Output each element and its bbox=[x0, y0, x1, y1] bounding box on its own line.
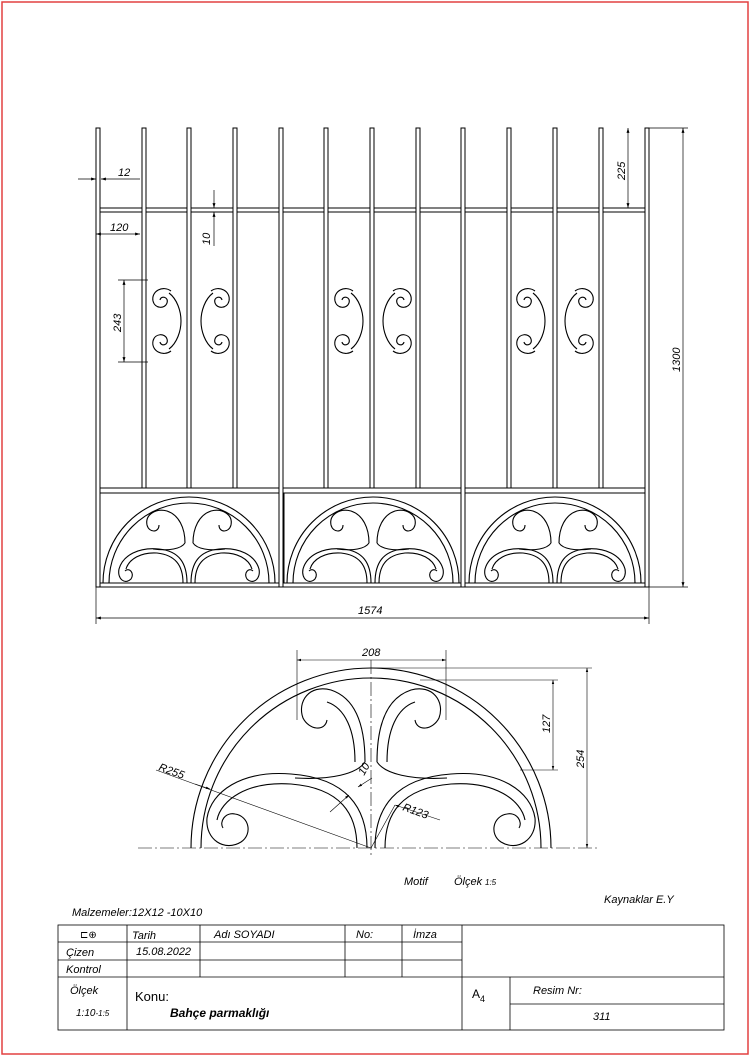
detail-radius-outer: R255 bbox=[156, 761, 186, 782]
subject-label: Konu: bbox=[135, 989, 169, 1004]
title-block bbox=[58, 925, 724, 1030]
vertical-bar bbox=[370, 128, 374, 488]
vertical-bar bbox=[645, 128, 649, 587]
vertical-bar bbox=[187, 128, 191, 488]
arc-motif-3 bbox=[469, 497, 641, 583]
scale-label: Ölçek bbox=[70, 985, 99, 997]
name-label: Adı SOYADI bbox=[214, 929, 275, 941]
no-label: No: bbox=[356, 929, 374, 941]
welds-note: Kaynaklar E.Y bbox=[604, 894, 674, 906]
vertical-bar bbox=[461, 128, 465, 587]
title-symbol: ⊏⊕ bbox=[80, 930, 97, 941]
vertical-bar bbox=[233, 128, 237, 488]
vertical-bar bbox=[279, 128, 283, 587]
materials-note: Malzemeler:12X12 -10X10 bbox=[72, 907, 203, 919]
arc-motif-2 bbox=[287, 497, 459, 583]
dim-total-width: 1574 bbox=[358, 605, 383, 617]
signature-label: İmza bbox=[413, 929, 437, 941]
dim-total-height: 1300 bbox=[671, 347, 683, 372]
sheet-size: $A_4$ bbox=[472, 987, 486, 1004]
detail-radius-inner: R123 bbox=[400, 801, 430, 822]
vertical-bar bbox=[142, 128, 146, 488]
detail-thickness: 10 bbox=[356, 760, 373, 778]
date-label: Tarih bbox=[132, 930, 157, 942]
detail-height-total: 254 bbox=[575, 749, 587, 768]
drawn-date: 15.08.2022 bbox=[136, 946, 192, 958]
vertical-bar bbox=[96, 128, 100, 587]
arc-motif-1 bbox=[103, 497, 275, 583]
vertical-bar bbox=[324, 128, 328, 488]
detail-caption-scale: Ölçek bbox=[454, 876, 483, 888]
vertical-bar bbox=[553, 128, 557, 488]
checked-label: Kontrol bbox=[66, 964, 101, 976]
subject-value: Bahçe parmaklığı bbox=[170, 1006, 270, 1020]
detail-width: 208 bbox=[362, 647, 381, 659]
dim-rail-thickness: 10 bbox=[201, 232, 213, 245]
detail-height-upper: 127 bbox=[541, 714, 553, 733]
vertical-bar bbox=[416, 128, 420, 488]
dim-top-extension: 225 bbox=[616, 161, 628, 180]
scale-value: 1:10-1:5 bbox=[76, 1008, 110, 1019]
drawing-no-value: 311 bbox=[593, 1011, 611, 1023]
vertical-bar bbox=[507, 128, 511, 488]
drawing-no-label: Resim Nr: bbox=[533, 985, 582, 997]
dim-bar-width: 12 bbox=[118, 167, 131, 179]
detail-caption-motif: Motif bbox=[404, 876, 428, 888]
detail-caption-scale-value: 1:5 bbox=[485, 878, 497, 887]
dim-motif-height: 243 bbox=[112, 313, 124, 332]
drawn-label: Çizen bbox=[66, 947, 95, 959]
dim-bar-offset: 120 bbox=[110, 222, 129, 234]
vertical-bar bbox=[599, 128, 603, 488]
